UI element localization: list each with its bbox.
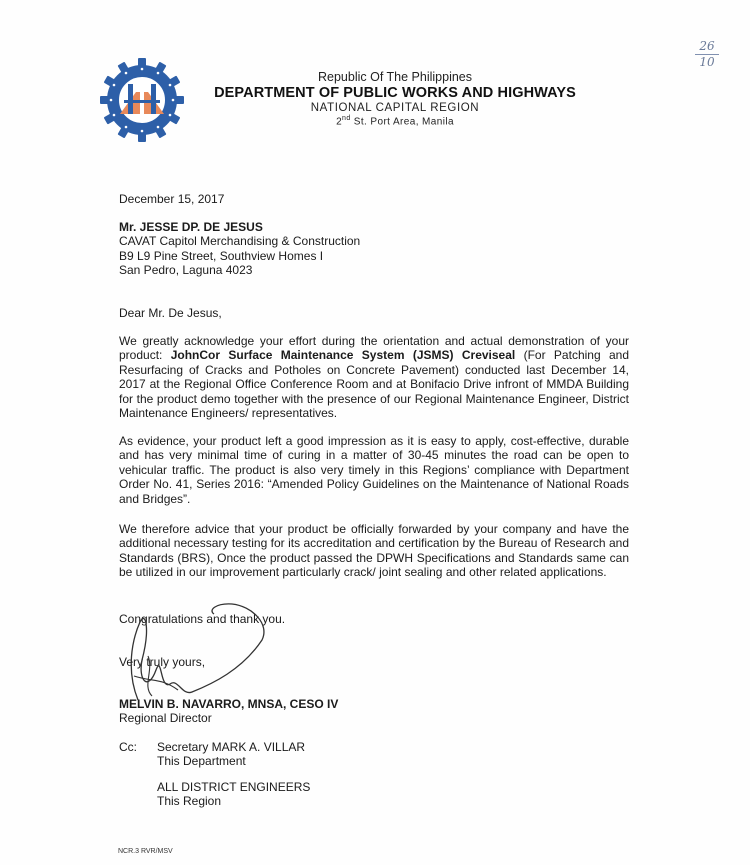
paragraph-3: We therefore advice that your product be officially forwarded by your company and have the additional necessary testing for its accreditation and certification by the Bureau of Research and Standards (BRS), Once the product passed the DPWH Specifications and Standards same can be utilized in our improvement particularly crack/ joint sealing and other related applications.: [119, 522, 629, 580]
cc-recipient-2: [157, 780, 310, 809]
letterhead-region: NATIONAL CAPITAL REGION: [310, 102, 480, 114]
cc2-office: This Region: [157, 794, 222, 809]
cc-label: Cc:: [119, 740, 137, 754]
recipient-address-line2: San Pedro, Laguna 4023: [119, 263, 253, 278]
letter-date: December 15, 2017: [119, 192, 225, 206]
recipient-address-line1: B9 L9 Pine Street, Southview Homes I: [119, 248, 324, 263]
letterhead-republic: Republic Of The Philippines: [317, 70, 473, 84]
recipient-company: CAVAT Capitol Merchandising & Construction: [119, 234, 361, 249]
paragraph-2: As evidence, your product left a good impression as it is easy to apply, cost-effective, durable and has very minimal time of curing in a matter of 30-45 minutes the road can be open to vehicular traffic. The product is also very timely in this Regions’ compliance with Department Order No. 41, Series 2016: “Amended Policy Guidelines on the Maintenance of National Roads and Bridges”.: [119, 434, 629, 506]
recipient-block: [119, 220, 629, 278]
salutation: Dear Mr. De Jesus,: [119, 306, 222, 320]
cc2-name: ALL DISTRICT ENGINEERS: [157, 780, 311, 794]
handwritten-page-number: [692, 40, 722, 69]
cc1-name: Secretary MARK A. VILLAR: [157, 740, 306, 754]
closing-congratulations: Congratulations and thank you.: [119, 612, 286, 626]
product-name: JohnCor Surface Maintenance System (JSMS) Creviseal: [170, 348, 516, 363]
page-number-top: 26: [699, 39, 715, 53]
paragraph-1: We greatly acknowledge your effort during the orientation and actual demonstration of your product: JohnCor Surface Maintenance System (JSMS) Creviseal (For Patching and Resurfacing of Cracks and Potholes on Concrete Pavement) conducted last December 14, 2017 at the Regional Office Conference Room and at Bonifacio Drive infront of MMDA Building for the product demo together with the presence of our Regional Maintenance Engineer, District Maintenance Engineers/ representatives.: [119, 334, 629, 421]
dpwh-seal-logo: [100, 58, 184, 142]
signatory-title: Regional Director: [119, 711, 212, 726]
signatory-block: [119, 697, 629, 726]
letterhead-department: DEPARTMENT OF PUBLIC WORKS AND HIGHWAYS: [214, 85, 576, 101]
cc-recipient-1: [157, 740, 305, 769]
signatory-name: MELVIN B. NAVARRO, MNSA, CESO IV: [119, 697, 339, 711]
page-number-bottom: 10: [699, 55, 715, 69]
closing-valediction: Very truly yours,: [119, 655, 206, 669]
reference-code: NCR.3 RVR/MSV: [118, 848, 173, 855]
cc1-office: This Department: [157, 754, 246, 769]
letterhead-address: 2nd St. Port Area, Manila: [336, 115, 454, 128]
recipient-name: Mr. JESSE DP. DE JESUS: [119, 220, 263, 234]
